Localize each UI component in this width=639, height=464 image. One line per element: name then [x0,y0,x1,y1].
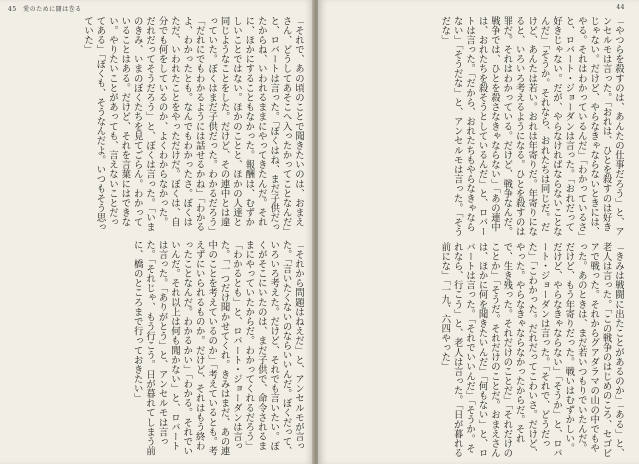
left-page-upper-text: 「それで、あの頃のことで聞きたいのは、おまえさん、どうしてあそこへ入ったかってことなんだ」と、ロバートは言った。「ぼくはね、まだ子供だったからね、いわれるままにやってきたんだ。それに、ほかにすることもなかった。報酬は、むずかしいことではない。ほかのことと、ほかの人達と同じようなことをした。だけど、その連中とは違っていた。ぼくはまだ子供だった。わかるだろう」「だれにでもわかるようには話せるかね」「わかるよ、わかったとも。なんでもわかったさ。ぼくはただ、いわれたことをやっただけだ。ぼくは、自分でも何をしているのか、よくわからなかった。だれだってそうだろう」と、ぼくは言った。「いまのきみ、いまのぼくたちを見てごらん。わかっていることはある。だけど、それを言葉にはできない。やりたいことがあっても、言えないことだってある」「ぼくも、そうなんだよ。いつもそう思っていた」 [82,16,304,232]
left-page-header: 45 愛のために闘は巻る [8,6,82,13]
right-page-upper-text: 「やつらを殺すのは、あんたの仕事だろう」と、アンセルモは言った。「おれは、ひとを殺すのは好きじゃない。だけど、やらなきゃならないときには、やる。それはわかっているんだ」「わかっているさ」と、ロバート・ジョーダンは言った。「おれだって好きじゃない。だが、やらなければならないことなんだ」「そうか。それなら、おれたちは同じだ。だけど、あんたは若い。おれは年寄りだ。年寄りになると、いろいろ考えるようになる。ひとを殺すのは罪だ。それはわかっている。だけど、戦争なんだ。戦争では、ひとを殺さなきゃならない」「あの連中は、おれたちを殺そうとしているんだ」と、ロバートは言った。「だから、おれたちもやらなきゃならない」「そうだな」と、アンセルモは言った。「そうだな」 [439,16,624,237]
left-page [0,0,314,464]
left-page-lower-text: 「それから問題はねえだ」と、アンセルモが言った。「言いたくないのならいいんだ。ぼくだって、いろいろ考えた。だけど、それでも言いたい。ぼくがそこにいたのは、まだ子供で、命令されるままにやっていたからだ。わかってくれるだろう」「わかるとも」と、ロバート・ジョーダンは言った。「一つだけ聞かせてくれ。きみはまだ、あの連中のことを考えているのか」「考えているとも。考えずにいられるものか。だけど、それはもう終わったことなんだ。わかるかい」「わかる。それでいいんだ。それ以上は何も聞かない」と、ロバートは言った。「ありがとう」と、アンセルモは言った。「それじゃ、もう行こう。日が暮れてしまう前に、橋のところまで行っておきたい」 [131,240,304,456]
right-page-number: 44 [616,4,625,11]
right-page [318,0,639,464]
right-page-lower-text: 「きみは戦闘に出たことがあるのか」「ある」と、老人は言った。「この戦争のはじめのころ、セゴビアで戦った。それからグアダラマの山の中でもやった。あのときは、まだ若いつもりでいたんだ。だけど、もう年寄りだった。戦いはむずかしい。だけど、やらなきゃならない」「そうか」と、ロバート・ジョーダンは言った。「それで、どうだった」「こわかった。だれだってこわいさ。だけど、やった。やらなきゃならなかったからだ。それで、生き残った。それだけのことだ」「それだけのことか」「そうだ。それだけのことだ。おまえさんは、ほかに何を聞きたいんだ」「何もない」と、ロバートは言った。「それでいいんだ」「そうか。それなら、行こう」と、老人は言った。「日が暮れる前にな」「一九、六四やった」 [439,242,624,458]
